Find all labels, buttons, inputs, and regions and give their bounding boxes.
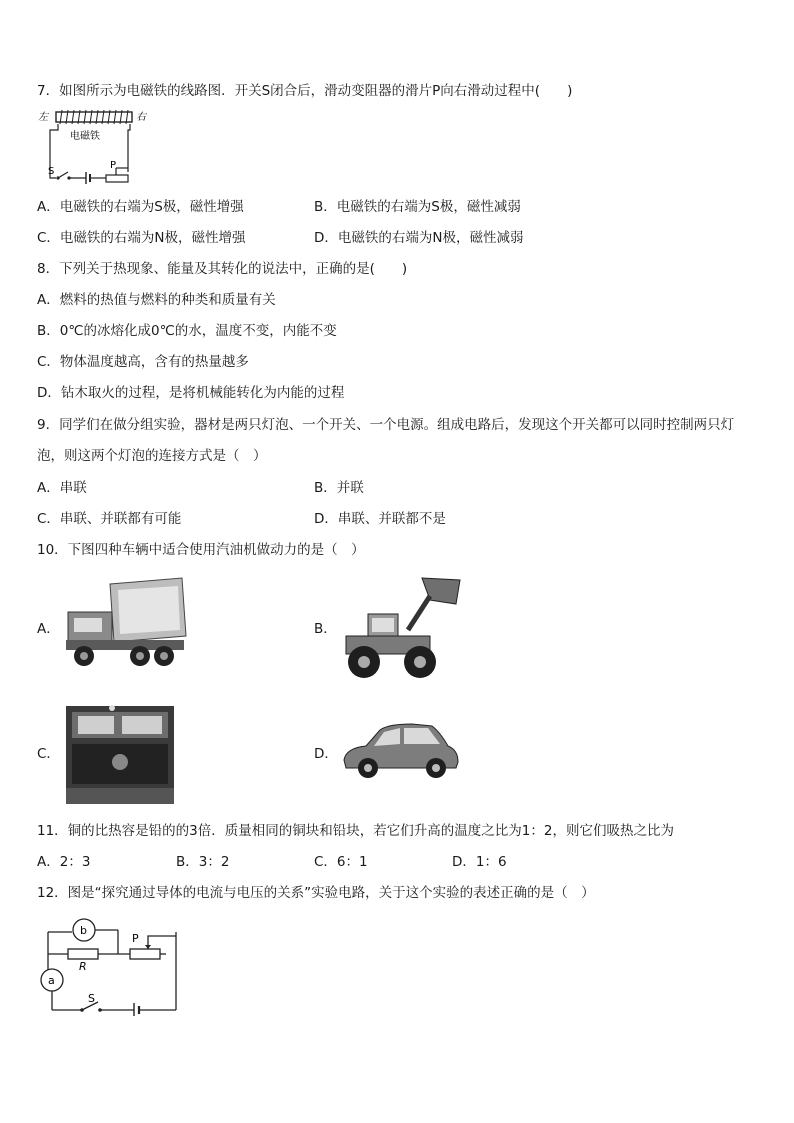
switch-s-label: S	[48, 166, 55, 177]
fig7-right-label: 右	[136, 112, 146, 123]
switch-s	[58, 172, 68, 178]
coil-label: 电磁铁	[70, 131, 100, 142]
train-locomotive-image	[64, 700, 176, 806]
dump-truck-image	[62, 576, 188, 668]
slider-p-label: P	[110, 160, 117, 171]
q8-option-d: D．钻木取火的过程，是将机械能转化为内能的过程	[37, 385, 345, 401]
rheostat	[130, 949, 160, 959]
meter-a-label: a	[48, 974, 55, 987]
meter-b-label: b	[80, 924, 87, 937]
q8-option-c: C．物体温度越高，含有的热量越多	[37, 354, 249, 370]
q7-option-b: B．电磁铁的右端为S极，磁性减弱	[314, 199, 521, 215]
resistor-r-label: R	[79, 960, 87, 973]
q9-stem-line1: 9．同学们在做分组实验，器材是两只灯泡、一个开关、一个电源。组成电路后，发现这个开关都可以同时控制两只灯	[37, 417, 735, 433]
rheostat	[106, 175, 128, 182]
switch-s-label: S	[88, 992, 95, 1005]
electromagnet-circuit-figure	[36, 106, 156, 186]
q10-option-c: C．	[37, 746, 60, 762]
q10-option-d: D．	[314, 746, 338, 762]
q11-option-b: B．3：2	[176, 854, 230, 870]
car-image	[340, 718, 460, 782]
q9-option-d: D．串联、并联都不是	[314, 511, 446, 527]
q10-stem: 10．下图四种车辆中适合使用汽油机做动力的是（ ）	[37, 542, 365, 558]
q9-option-b: B．并联	[314, 480, 364, 496]
wheel-loader-image	[338, 574, 464, 684]
q7-option-c: C．电磁铁的右端为N极，磁性增强	[37, 230, 246, 246]
q11-option-a: A．2：3	[37, 854, 91, 870]
current-voltage-circuit-figure	[38, 914, 184, 1016]
q10-option-b: B．	[314, 621, 337, 637]
slider-p-label: P	[132, 932, 139, 945]
q11-option-d: D．1：6	[452, 854, 507, 870]
q8-stem: 8．下列关于热现象、能量及其转化的说法中，正确的是( )	[37, 261, 408, 277]
q9-option-a: A．串联	[37, 480, 87, 496]
q11-stem: 11．铜的比热容是铅的的3倍．质量相同的铜块和铅块，若它们升高的温度之比为1：2，则它们吸热之比为	[37, 823, 674, 839]
q11-option-c: C．6：1	[314, 854, 368, 870]
q10-option-a: A．	[37, 621, 60, 637]
q8-option-b: B．0℃的冰熔化成0℃的水，温度不变，内能不变	[37, 323, 337, 339]
q12-stem: 12．图是“探究通过导体的电流与电压的关系”实验电路，关于这个实验的表述正确的是（ ）	[37, 885, 595, 901]
fig7-left-label: 左	[38, 112, 48, 123]
q7-stem: 7．如图所示为电磁铁的线路图．开关S闭合后，滑动变阻器的滑片P向右滑动过程中( )	[37, 83, 573, 99]
resistor-r	[68, 949, 98, 959]
q7-option-d: D．电磁铁的右端为N极，磁性减弱	[314, 230, 524, 246]
q9-stem-line2: 泡，则这两个灯泡的连接方式是（ ）	[37, 448, 267, 464]
q8-option-a: A．燃料的热值与燃料的种类和质量有关	[37, 292, 276, 308]
q9-option-c: C．串联、并联都有可能	[37, 511, 182, 527]
q7-option-a: A．电磁铁的右端为S极，磁性增强	[37, 199, 244, 215]
